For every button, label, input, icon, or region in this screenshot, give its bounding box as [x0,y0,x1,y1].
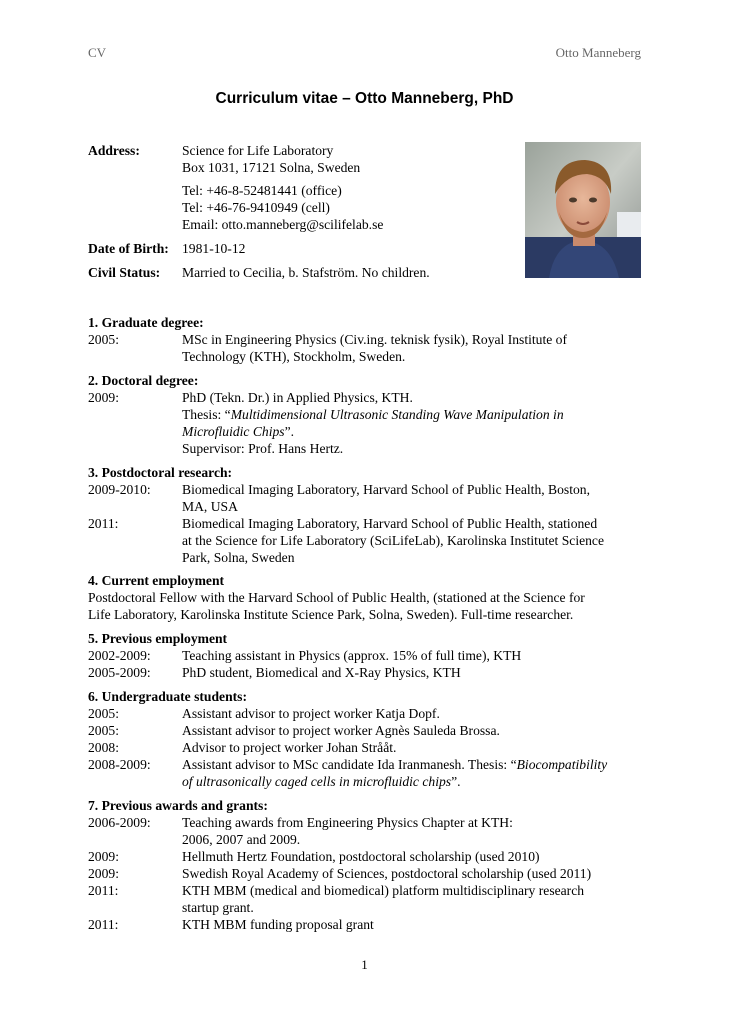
portrait-photo [525,142,641,278]
civil-status-label: Civil Status: [88,265,161,280]
postdoc-heading: 3. Postdoctoral research: [88,465,233,480]
address-line-1: Science for Life Laboratory [182,143,334,158]
thesis-title-2: Microfluidic Chips [182,424,285,439]
undergrad-date-4: 2008-2009: [88,757,151,772]
awards-heading: 7. Previous awards and grants: [88,798,268,813]
awards-date-4: 2011: [88,883,119,898]
undergrad-text-1: Assistant advisor to project worker Katja Dopf. [182,706,440,721]
postdoc-2-line-3: Park, Solna, Sweden [182,550,295,565]
previous-text-2: PhD student, Biomedical and X-Ray Physics, KTH [182,665,461,680]
doctoral-date: 2009: [88,390,119,405]
awards-date-2: 2009: [88,849,119,864]
postdoc-2-line-2: at the Science for Life Laboratory (SciLifeLab), Karolinska Institutet Science [182,533,604,548]
civil-status-value: Married to Cecilia, b. Stafström. No children. [182,265,430,280]
current-line-2: Life Laboratory, Karolinska Institute Science Park, Solna, Sweden). Full-time researcher. [88,607,574,622]
doctoral-thesis-line-2 [182,423,294,440]
doctoral-heading: 2. Doctoral degree: [88,373,199,388]
email: Email: otto.manneberg@scilifelab.se [182,217,384,232]
address-label: Address: [88,143,140,158]
page-title: Curriculum vitae – Otto Manneberg, PhD [215,90,514,107]
undergrad-text-4-main: Assistant advisor to MSc candidate Ida Iranmanesh. Thesis: “ [182,757,517,772]
undergrad-thesis-title-1: Biocompatibility [516,757,608,772]
thesis-title-1: Multidimensional Ultrasonic Standing Wave Manipulation in [230,407,564,422]
undergrad-text-2: Assistant advisor to project worker Agnès Sauleda Brossa. [182,723,500,738]
undergrad-date-1: 2005: [88,706,119,721]
undergrad-text-4-line-2 [182,773,461,790]
awards-date-5: 2011: [88,917,119,932]
awards-date-1: 2006-2009: [88,815,151,830]
dob-value: 1981-10-12 [182,241,246,256]
undergrad-thesis-suffix: ”. [451,774,461,789]
tel-office: Tel: +46-8-52481441 (office) [182,183,342,198]
postdoc-date-2: 2011: [88,516,119,531]
tel-cell: Tel: +46-76-9410949 (cell) [182,200,330,215]
awards-5-line-1: KTH MBM funding proposal grant [182,917,374,932]
current-heading: 4. Current employment [88,573,225,588]
previous-date-2: 2005-2009: [88,665,151,680]
graduate-line-2: Technology (KTH), Stockholm, Sweden. [182,349,406,364]
postdoc-1-line-2: MA, USA [182,499,238,514]
awards-2-line-1: Hellmuth Hertz Foundation, postdoctoral scholarship (used 2010) [182,849,540,864]
undergrad-thesis-title-2: of ultrasonically caged cells in microfluidic chips [182,774,452,789]
header-right: Otto Manneberg [555,45,641,60]
awards-date-3: 2009: [88,866,119,881]
previous-text-1: Teaching assistant in Physics (approx. 15% of full time), KTH [182,648,522,663]
postdoc-2-line-1: Biomedical Imaging Laboratory, Harvard School of Public Health, stationed [182,516,598,531]
graduate-date: 2005: [88,332,119,347]
page-number: 1 [361,957,368,972]
postdoc-1-line-1: Biomedical Imaging Laboratory, Harvard School of Public Health, Boston, [182,482,590,497]
current-line-1: Postdoctoral Fellow with the Harvard School of Public Health, (stationed at the Science for [88,590,585,605]
awards-3-line-1: Swedish Royal Academy of Sciences, postdoctoral scholarship (used 2011) [182,866,592,881]
awards-4-line-2: startup grant. [182,900,254,915]
awards-4-line-1: KTH MBM (medical and biomedical) platform multidisciplinary research [182,883,585,898]
dob-label: Date of Birth: [88,241,169,256]
address-line-2: Box 1031, 17121 Solna, Sweden [182,160,361,175]
awards-1-line-2: 2006, 2007 and 2009. [182,832,301,847]
thesis-suffix: ”. [284,424,295,439]
undergrad-text-3: Advisor to project worker Johan Strååt. [182,740,397,755]
graduate-heading: 1. Graduate degree: [88,315,204,330]
doctoral-supervisor: Supervisor: Prof. Hans Hertz. [182,441,344,456]
doctoral-line-1: PhD (Tekn. Dr.) in Applied Physics, KTH. [182,390,413,405]
undergrad-text-4 [182,756,607,773]
undergrad-date-3: 2008: [88,740,119,755]
postdoc-date-1: 2009-2010: [88,482,151,497]
undergrad-heading: 6. Undergraduate students: [88,689,247,704]
header-left: CV [88,45,107,60]
thesis-prefix: Thesis: “ [182,407,231,422]
graduate-line-1: MSc in Engineering Physics (Civ.ing. teknisk fysik), Royal Institute of [182,332,567,347]
undergrad-date-2: 2005: [88,723,119,738]
awards-1-line-1: Teaching awards from Engineering Physics Chapter at KTH: [182,815,513,830]
previous-heading: 5. Previous employment [88,631,228,646]
previous-date-1: 2002-2009: [88,648,151,663]
doctoral-thesis-line-1 [182,406,564,423]
